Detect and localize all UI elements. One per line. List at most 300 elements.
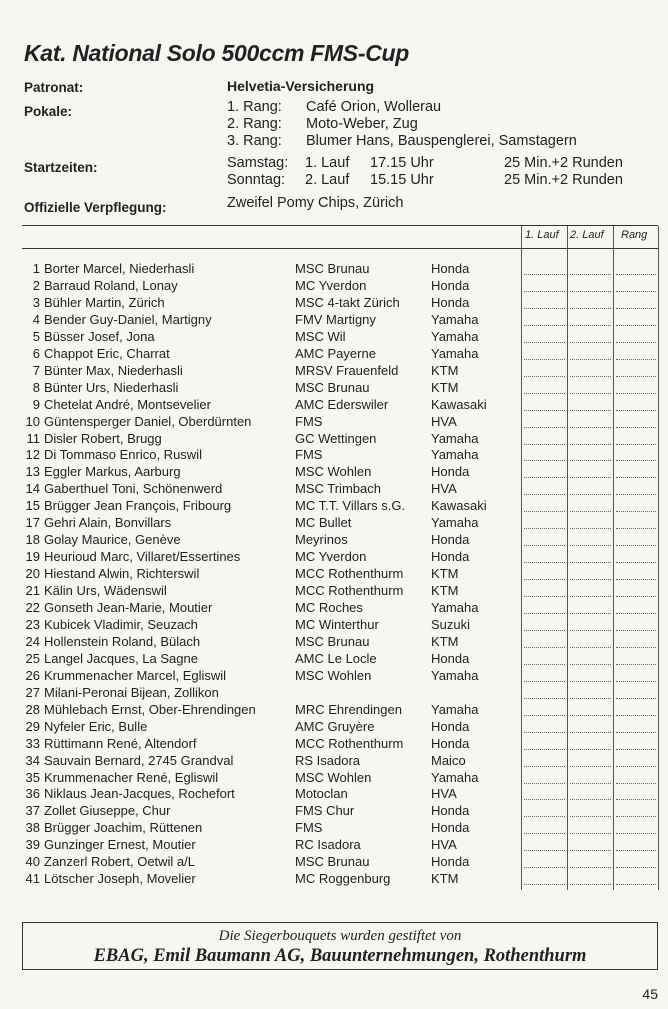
pokal-rank: 2. Rang: — [227, 116, 282, 132]
dotted-entry-line — [524, 494, 565, 495]
rider-name: Lötscher Joseph, Movelier — [44, 871, 196, 887]
start-day: Sonntag: — [227, 172, 286, 188]
start-lauf: 1. Lauf — [305, 155, 350, 171]
dotted-entry-line — [524, 444, 565, 445]
dotted-entry-line — [524, 681, 565, 682]
club-name: RS Isadora — [295, 752, 361, 768]
club-name: MCC Rothenthurm — [295, 583, 404, 598]
dotted-entry-line — [524, 511, 565, 512]
dotted-entry-line — [524, 545, 565, 546]
row-number: 26 — [25, 667, 40, 683]
dotted-entry-line — [524, 596, 565, 597]
row-number: 20 — [25, 566, 40, 582]
dotted-entry-line — [616, 833, 656, 834]
table-row — [0, 583, 668, 600]
dotted-entry-line — [570, 393, 611, 394]
pokal-rank: 3. Rang: — [227, 133, 282, 149]
club-name: MSC Trimbach — [295, 481, 381, 497]
rider-name: Zanzerl Robert, Oetwil a/L — [44, 854, 196, 870]
dotted-entry-line — [524, 867, 565, 868]
dotted-entry-line — [570, 528, 611, 529]
dotted-entry-line — [616, 562, 656, 563]
row-number: 18 — [25, 532, 40, 548]
footer-line2: EBAG, Emil Baumann AG, Bauunternehmungen, Rothenthurm — [93, 946, 587, 966]
dotted-entry-line — [524, 698, 565, 699]
dotted-entry-line — [616, 410, 656, 411]
bike-brand: Yamaha — [431, 667, 479, 683]
rider-name: Gehri Alain, Bonvillars — [44, 515, 172, 531]
club-name: MCC Rothenthurm — [295, 566, 404, 582]
pokale-label: Pokale: — [24, 104, 73, 119]
dotted-entry-line — [616, 579, 656, 580]
club-name: AMC Payerne — [295, 345, 376, 361]
dotted-entry-line — [616, 766, 656, 767]
rider-name: Milani-Peronai Bijean, Zollikon — [44, 684, 219, 700]
row-number: 29 — [25, 718, 40, 734]
dotted-entry-line — [524, 325, 565, 326]
dotted-entry-line — [570, 359, 611, 360]
rider-name: Zollet Giuseppe, Chur — [44, 803, 171, 819]
dotted-entry-line — [570, 477, 611, 478]
dotted-entry-line — [524, 359, 565, 360]
table-row — [0, 515, 668, 532]
bike-brand: Honda — [431, 549, 470, 565]
page-number: 45 — [642, 986, 658, 1002]
bike-brand: Honda — [431, 294, 470, 310]
club-name: MSC Wohlen — [295, 769, 372, 785]
dotted-entry-line — [524, 647, 565, 648]
bike-brand: Yamaha — [431, 769, 479, 785]
header-lauf1: 1. Lauf — [525, 229, 559, 241]
club-name: MC Yverdon — [295, 277, 367, 293]
dotted-entry-line — [524, 376, 565, 377]
bike-brand: Honda — [431, 820, 470, 836]
bike-brand: Honda — [431, 718, 470, 734]
dotted-entry-line — [570, 427, 611, 428]
club-name: GC Wettingen — [295, 430, 377, 446]
rider-name: Nyfeler Eric, Bulle — [44, 718, 148, 734]
row-number: 8 — [32, 379, 40, 395]
bike-brand: HVA — [431, 413, 457, 429]
dotted-entry-line — [616, 647, 656, 648]
row-number: 24 — [25, 633, 40, 649]
bike-brand: Honda — [431, 650, 470, 666]
table-row — [0, 464, 668, 481]
dotted-entry-line — [570, 681, 611, 682]
dotted-entry-line — [524, 393, 565, 394]
row-number: 41 — [25, 871, 40, 887]
dotted-entry-line — [570, 444, 611, 445]
row-number: 33 — [25, 735, 40, 751]
club-name: FMV Martigny — [295, 311, 376, 327]
club-name: AMC Le Locle — [295, 650, 377, 666]
dotted-entry-line — [570, 630, 611, 631]
rider-name: Hiestand Alwin, Richterswil — [44, 566, 200, 582]
bike-brand: Honda — [431, 735, 470, 751]
dotted-entry-line — [616, 596, 656, 597]
dotted-entry-line — [524, 732, 565, 733]
dotted-entry-line — [524, 342, 565, 343]
table-row — [0, 770, 668, 787]
startzeiten-label: Startzeiten: — [24, 160, 98, 175]
dotted-entry-line — [570, 596, 611, 597]
dotted-entry-line — [524, 715, 565, 716]
table-row — [0, 549, 668, 566]
rider-name: Büsser Josef, Jona — [44, 328, 155, 344]
table-row — [0, 753, 668, 770]
row-number: 9 — [32, 396, 40, 412]
table-row — [0, 702, 668, 719]
table-row — [0, 261, 668, 278]
dotted-entry-line — [524, 833, 565, 834]
dotted-entry-line — [616, 359, 656, 360]
dotted-entry-line — [616, 698, 656, 699]
dotted-entry-line — [524, 579, 565, 580]
table-row — [0, 312, 668, 329]
bike-brand: KTM — [431, 871, 459, 887]
row-number: 40 — [25, 854, 40, 870]
row-number: 5 — [32, 328, 40, 344]
row-number: 35 — [25, 769, 40, 785]
rider-name: Heurioud Marc, Villaret/Essertines — [44, 549, 241, 565]
club-name: MC Yverdon — [295, 549, 367, 565]
dotted-entry-line — [570, 799, 611, 800]
dotted-entry-line — [570, 460, 611, 461]
bike-brand: KTM — [431, 583, 459, 598]
rider-name: Niklaus Jean-Jacques, Rochefort — [44, 786, 235, 802]
row-number: 23 — [25, 617, 40, 632]
table-row — [0, 820, 668, 837]
club-name: Motoclan — [295, 786, 348, 802]
table-row — [0, 803, 668, 820]
dotted-entry-line — [570, 274, 611, 275]
dotted-entry-line — [524, 274, 565, 275]
dotted-entry-line — [570, 342, 611, 343]
pokal-rank: 1. Rang: — [227, 99, 282, 115]
rider-name: Gunzinger Ernest, Moutier — [44, 837, 196, 853]
dotted-entry-line — [570, 511, 611, 512]
dotted-entry-line — [570, 816, 611, 817]
club-name: FMS — [295, 413, 323, 429]
row-number: 38 — [25, 820, 40, 836]
club-name: MSC Brunau — [295, 261, 370, 276]
row-number: 6 — [32, 345, 40, 361]
dotted-entry-line — [616, 749, 656, 750]
dotted-entry-line — [616, 291, 656, 292]
table-row — [0, 447, 668, 464]
rider-name: Hollenstein Roland, Bülach — [44, 633, 201, 649]
rider-name: Disler Robert, Brugg — [44, 430, 162, 446]
dotted-entry-line — [570, 884, 611, 885]
table-row — [0, 414, 668, 431]
dotted-entry-line — [616, 444, 656, 445]
bike-brand: Yamaha — [431, 447, 479, 463]
table-row — [0, 481, 668, 498]
rider-name: Di Tommaso Enrico, Ruswil — [44, 447, 202, 463]
dotted-entry-line — [616, 427, 656, 428]
row-number: 36 — [25, 786, 40, 802]
row-number: 13 — [25, 464, 40, 480]
table-row — [0, 363, 668, 380]
dotted-entry-line — [616, 393, 656, 394]
dotted-entry-line — [616, 681, 656, 682]
rider-name: Bühler Martin, Zürich — [44, 294, 165, 310]
bike-brand: KTM — [431, 633, 459, 649]
bike-brand: Yamaha — [431, 600, 479, 615]
bike-brand: Yamaha — [431, 515, 479, 531]
dotted-entry-line — [570, 833, 611, 834]
dotted-entry-line — [570, 376, 611, 377]
rider-name: Brügger Jean François, Fribourg — [44, 498, 232, 514]
table-row — [0, 532, 668, 549]
rider-name: Gonseth Jean-Marie, Moutier — [44, 600, 213, 615]
table-header-rule — [22, 248, 658, 249]
table-row — [0, 278, 668, 295]
row-number: 25 — [25, 650, 40, 666]
rider-name: Kubicek Vladimir, Seuzach — [44, 617, 198, 632]
row-number: 14 — [25, 481, 40, 497]
dotted-entry-line — [570, 613, 611, 614]
club-name: AMC Ederswiler — [295, 396, 389, 412]
table-row — [0, 786, 668, 803]
club-name: MCC Rothenthurm — [295, 735, 404, 751]
table-row — [0, 600, 668, 617]
row-number: 2 — [32, 277, 40, 293]
dotted-entry-line — [616, 732, 656, 733]
table-row — [0, 634, 668, 651]
header-lauf2: 2. Lauf — [570, 229, 604, 241]
row-number: 28 — [25, 701, 40, 717]
dotted-entry-line — [524, 410, 565, 411]
table-row — [0, 719, 668, 736]
dotted-entry-line — [524, 562, 565, 563]
bike-brand: Yamaha — [431, 345, 479, 361]
table-row — [0, 736, 668, 753]
dotted-entry-line — [524, 630, 565, 631]
pokal-name: Blumer Hans, Bauspenglerei, Samstagern — [306, 133, 577, 149]
bike-brand: HVA — [431, 786, 457, 802]
dotted-entry-line — [524, 799, 565, 800]
bike-brand: Kawasaki — [431, 498, 487, 514]
table-row — [0, 397, 668, 414]
row-number: 17 — [25, 515, 40, 531]
club-name: MSC Brunau — [295, 379, 370, 395]
rider-name: Bender Guy-Daniel, Martigny — [44, 311, 212, 327]
dotted-entry-line — [524, 291, 565, 292]
dotted-entry-line — [616, 545, 656, 546]
row-number: 12 — [25, 447, 40, 463]
club-name: MRC Ehrendingen — [295, 701, 402, 717]
bike-brand: KTM — [431, 379, 459, 395]
dotted-entry-line — [570, 579, 611, 580]
club-name: MC Winterthur — [295, 617, 379, 632]
dotted-entry-line — [570, 545, 611, 546]
bike-brand: Kawasaki — [431, 396, 487, 412]
patronat-label: Patronat: — [24, 80, 84, 95]
rider-name: Gaberthuel Toni, Schönenwerd — [44, 481, 223, 497]
row-number: 15 — [25, 498, 40, 514]
club-name: MSC Brunau — [295, 633, 370, 649]
dotted-entry-line — [570, 715, 611, 716]
table-row — [0, 617, 668, 634]
row-number: 37 — [25, 803, 40, 819]
club-name: MRSV Frauenfeld — [295, 362, 399, 378]
club-name: MC T.T. Villars s.G. — [295, 498, 406, 514]
rider-name: Kälin Urs, Wädenswil — [44, 583, 167, 598]
start-lauf: 2. Lauf — [305, 172, 350, 188]
rider-name: Brügger Joachim, Rüttenen — [44, 820, 203, 836]
rider-name: Bünter Max, Niederhasli — [44, 362, 183, 378]
row-number: 1 — [32, 261, 40, 276]
page-title: Kat. National Solo 500ccm FMS-Cup — [24, 40, 409, 66]
verpflegung-value: Zweifel Pomy Chips, Zürich — [227, 195, 404, 211]
dotted-entry-line — [616, 783, 656, 784]
bike-brand: Honda — [431, 277, 470, 293]
dotted-entry-line — [570, 325, 611, 326]
dotted-entry-line — [570, 664, 611, 665]
dotted-entry-line — [616, 477, 656, 478]
dotted-entry-line — [524, 783, 565, 784]
dotted-entry-line — [616, 511, 656, 512]
pokal-name: Moto-Weber, Zug — [306, 116, 418, 132]
rider-name: Golay Maurice, Genève — [44, 532, 181, 548]
row-number: 27 — [25, 684, 40, 700]
club-name: MSC Brunau — [295, 854, 370, 870]
club-name: MSC Wil — [295, 328, 346, 344]
footer-box — [22, 922, 658, 970]
row-number: 34 — [25, 752, 40, 768]
dotted-entry-line — [616, 494, 656, 495]
bike-brand: Honda — [431, 464, 470, 480]
bike-brand: HVA — [431, 481, 457, 497]
club-name: MC Roches — [295, 600, 363, 615]
dotted-entry-line — [570, 766, 611, 767]
dotted-entry-line — [524, 613, 565, 614]
bike-brand: Yamaha — [431, 311, 479, 327]
table-row — [0, 329, 668, 346]
dotted-entry-line — [570, 647, 611, 648]
dotted-entry-line — [524, 884, 565, 885]
dotted-entry-line — [616, 460, 656, 461]
bike-brand: KTM — [431, 362, 459, 378]
dotted-entry-line — [570, 494, 611, 495]
dotted-entry-line — [616, 325, 656, 326]
rider-name: Chetelat André, Montsevelier — [44, 396, 211, 412]
dotted-entry-line — [524, 427, 565, 428]
dotted-entry-line — [524, 766, 565, 767]
club-name: RC Isadora — [295, 837, 361, 853]
dotted-entry-line — [616, 799, 656, 800]
dotted-entry-line — [616, 376, 656, 377]
row-number: 11 — [26, 430, 40, 446]
bike-brand: Honda — [431, 803, 470, 819]
table-row — [0, 498, 668, 515]
rider-name: Rüttimann René, Altendorf — [44, 735, 197, 751]
row-number: 4 — [32, 311, 40, 327]
rider-name: Güntensperger Daniel, Oberdürnten — [44, 413, 252, 429]
dotted-entry-line — [524, 308, 565, 309]
dotted-entry-line — [570, 698, 611, 699]
dotted-entry-line — [616, 715, 656, 716]
row-number: 10 — [25, 413, 40, 429]
dotted-entry-line — [616, 664, 656, 665]
start-duration: 25 Min.+2 Runden — [504, 155, 623, 171]
club-name: Meyrinos — [295, 532, 348, 548]
dotted-entry-line — [570, 749, 611, 750]
rider-name: Borter Marcel, Niederhasli — [44, 261, 195, 276]
rider-name: Chappot Eric, Charrat — [44, 345, 170, 361]
dotted-entry-line — [570, 291, 611, 292]
dotted-entry-line — [616, 816, 656, 817]
bike-brand: Yamaha — [431, 430, 479, 446]
dotted-entry-line — [524, 749, 565, 750]
dotted-entry-line — [570, 308, 611, 309]
club-name: MSC Wohlen — [295, 464, 372, 480]
table-row — [0, 380, 668, 397]
bike-brand: Honda — [431, 532, 470, 548]
dotted-entry-line — [616, 850, 656, 851]
rider-name: Eggler Markus, Aarburg — [44, 464, 181, 480]
dotted-entry-line — [616, 884, 656, 885]
dotted-entry-line — [616, 274, 656, 275]
dotted-entry-line — [570, 410, 611, 411]
club-name: MSC 4-takt Zürich — [295, 294, 400, 310]
dotted-entry-line — [524, 528, 565, 529]
table-row — [0, 668, 668, 685]
pokal-name: Café Orion, Wollerau — [306, 99, 442, 115]
row-number: 3 — [32, 294, 40, 310]
club-name: FMS — [295, 447, 323, 463]
club-name: MC Bullet — [295, 515, 352, 531]
bike-brand: Honda — [431, 261, 470, 276]
club-name: MSC Wohlen — [295, 667, 372, 683]
start-day: Samstag: — [227, 155, 289, 171]
dotted-entry-line — [616, 528, 656, 529]
dotted-entry-line — [524, 460, 565, 461]
table-row — [0, 837, 668, 854]
dotted-entry-line — [524, 850, 565, 851]
table-top-rule — [22, 225, 658, 226]
dotted-entry-line — [570, 867, 611, 868]
table-row — [0, 346, 668, 363]
club-name: FMS Chur — [295, 803, 355, 819]
rider-name: Bünter Urs, Niederhasli — [44, 379, 179, 395]
footer-line1: Die Siegerbouquets wurden gestiftet von — [218, 928, 462, 944]
rider-name: Krummenacher René, Egliswil — [44, 769, 219, 785]
rider-name: Sauvain Bernard, 2745 Grandval — [44, 752, 234, 768]
table-row — [0, 854, 668, 871]
start-time: 17.15 Uhr — [370, 155, 434, 171]
dotted-entry-line — [616, 867, 656, 868]
row-number: 21 — [25, 583, 40, 598]
table-row — [0, 431, 668, 448]
rider-name: Mühlebach Ernst, Ober-Ehrendingen — [44, 701, 256, 717]
club-name: MC Roggenburg — [295, 871, 391, 887]
dotted-entry-line — [616, 613, 656, 614]
header-rang: Rang — [621, 229, 648, 241]
dotted-entry-line — [524, 477, 565, 478]
row-number: 7 — [32, 362, 40, 378]
club-name: AMC Gruyère — [295, 718, 375, 734]
bike-brand: Yamaha — [431, 328, 479, 344]
row-number: 22 — [25, 600, 40, 615]
bike-brand: HVA — [431, 837, 457, 853]
row-number: 39 — [25, 837, 40, 853]
dotted-entry-line — [616, 630, 656, 631]
club-name: FMS — [295, 820, 323, 836]
dotted-entry-line — [616, 342, 656, 343]
rider-name: Barraud Roland, Lonay — [44, 277, 178, 293]
